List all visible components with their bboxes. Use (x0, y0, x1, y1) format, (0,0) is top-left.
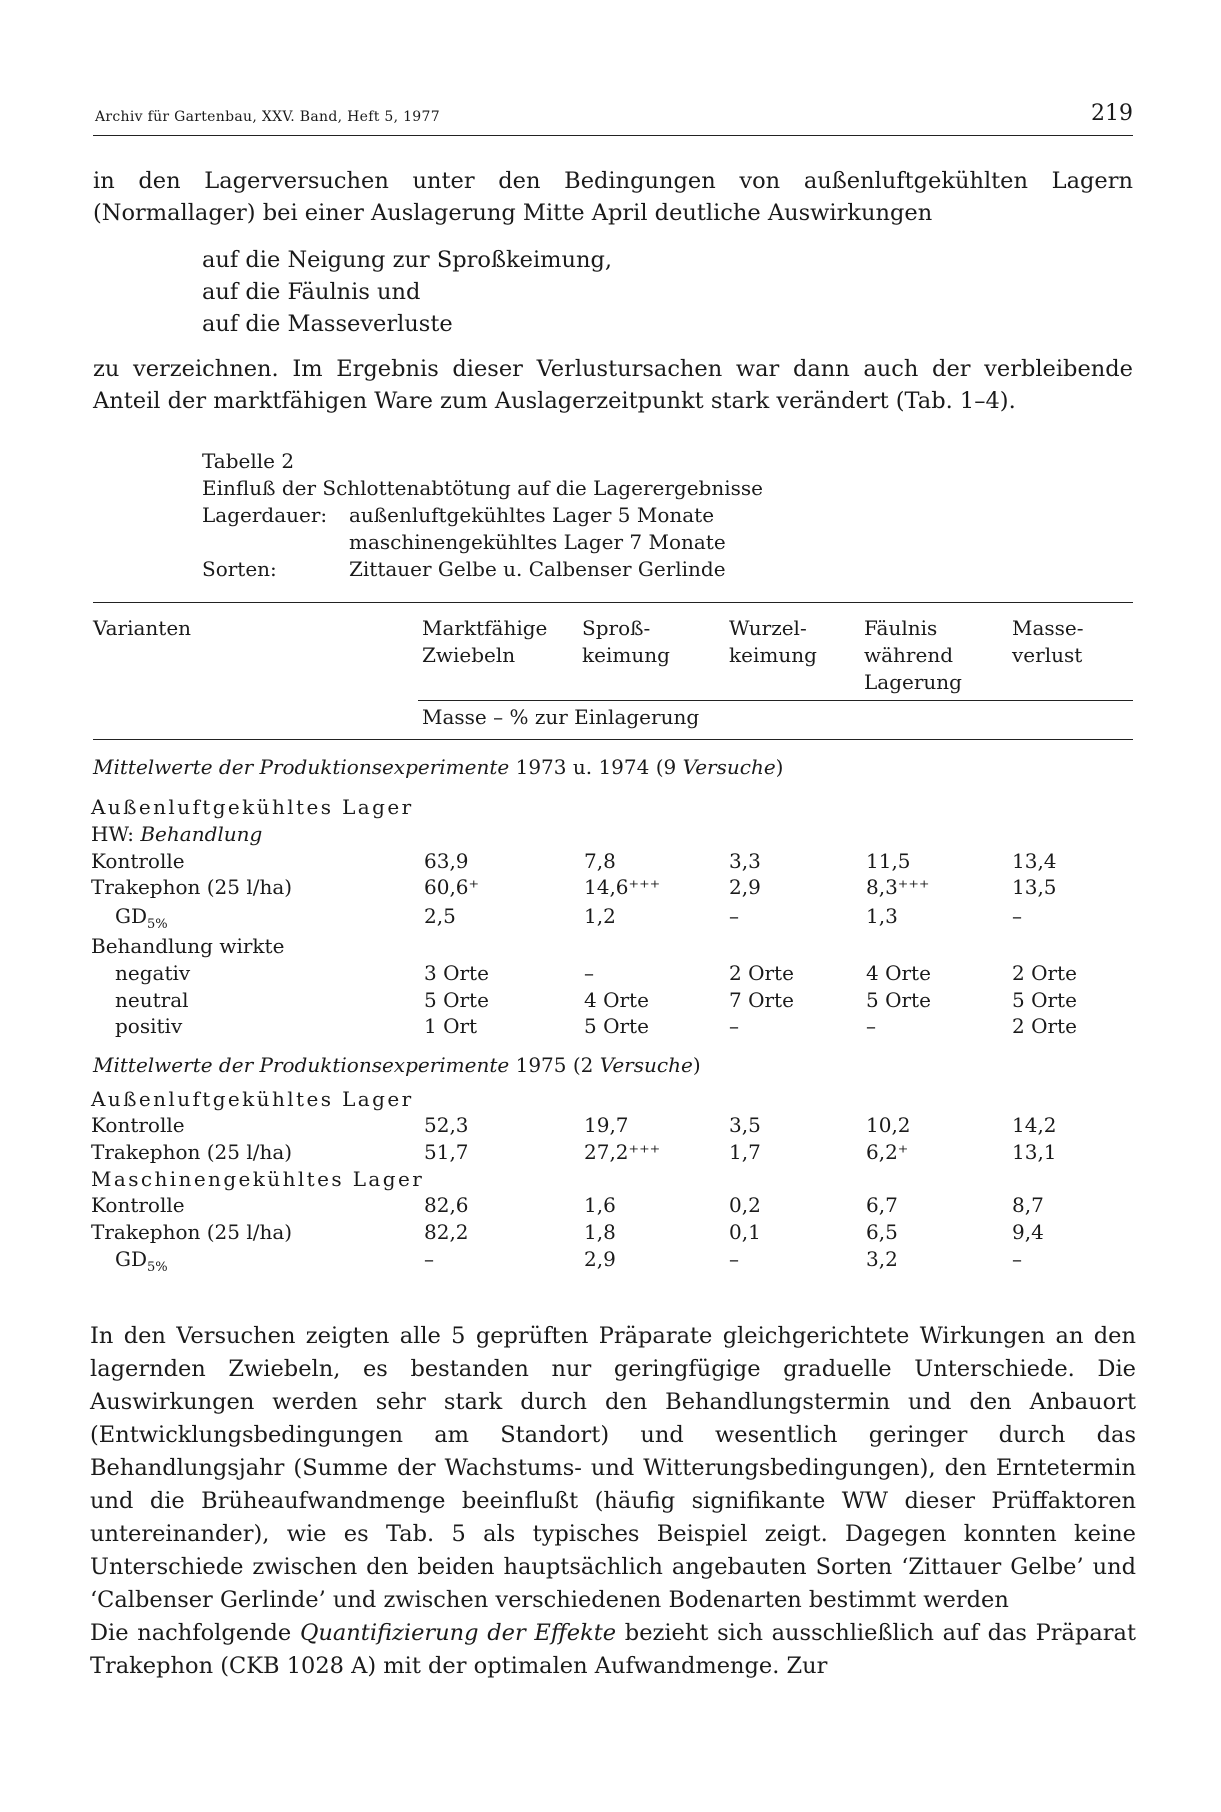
table-cell: 14,6⁺⁺⁺ (584, 875, 661, 899)
paragraph: In den Versuchen zeigten alle 5 geprüften Präparate gleichgerichtete Wirkungen an den lagernden Zwiebeln, es bestanden nur geringfügige graduelle Unterschiede. Die Auswirkungen werden sehr stark durch den Behandlungstermin und den Anbauort (Entwicklungsbedingungen am Standort) und wesentlich geringer durch das Behandlungsjahr (Summe der Wachstums- und Witterungsbedingungen), den Erntetermin und die Brüheaufwandmenge beeinflußt (häufig signifikante WW dieser Prüffaktoren untereinander), wie es Tab. 5 als typisches Beispiel zeigt. Dagegen konnten keine Unterschiede zwischen den beiden hauptsächlich angebauten Sorten ‘Zittauer Gelbe’ und ‘Calbenser Gerlinde’ und zwischen verschiedenen Bodenarten bestimmt werden (90, 1323, 1136, 1613)
emphasis: Quantifizierung der Effekte (299, 1620, 617, 1646)
table-cell: 1,7 (729, 1140, 761, 1164)
storage-label: Lagerdauer: (202, 503, 328, 527)
table-cell: 8,7 (1012, 1193, 1044, 1217)
table-cell: 5 Orte (424, 988, 489, 1012)
paragraph: Die nachfolgende Quantifizierung der Effekte bezieht sich ausschließlich auf das Präparat Trakephon (CKB 1028 A) mit der optimalen Aufwandmenge. Zur (90, 1620, 1136, 1679)
gd-label: $GD_{5\%}$ (115, 904, 168, 932)
table-cell: 2 Orte (1012, 1014, 1077, 1038)
storage-value-1: außenluftgekühltes Lager 5 Monate (349, 503, 715, 527)
table-cell: 4 Orte (866, 961, 931, 985)
table-cell: 3,3 (729, 849, 761, 873)
table-cell: 13,4 (1012, 849, 1057, 873)
column-header-rooting: Wurzel- keimung (729, 616, 817, 667)
table-cell: 2,5 (424, 904, 456, 928)
table-cell: 3,2 (866, 1247, 898, 1271)
row-label: Trakephon (25 l/ha) (91, 875, 293, 899)
table-number: Tabelle 2 (202, 449, 295, 473)
varieties-label: Sorten: (202, 557, 277, 581)
effect-heading: Behandlung wirkte (91, 934, 285, 958)
table-cell: 13,1 (1012, 1140, 1057, 1164)
table-cell: 2 Orte (729, 961, 794, 985)
table-cell: 5 Orte (866, 988, 931, 1012)
table-cell: 6,2⁺ (866, 1140, 909, 1164)
row-label: Kontrolle (91, 1193, 185, 1217)
table-cell: 0,2 (729, 1193, 761, 1217)
table-cell: 6,5 (866, 1220, 898, 1244)
column-header-rot: Fäulnis während Lagerung (864, 616, 962, 694)
section-title: Mittelwerte der Produktionsexperimente 1975 (2 Versuche) (93, 1053, 701, 1077)
table-cell: 5 Orte (1012, 988, 1077, 1012)
table-cell: 1,6 (584, 1193, 616, 1217)
table-title: Einfluß der Schlottenabtötung auf die Lagerergebnisse (202, 476, 763, 500)
table-cell: 19,7 (584, 1113, 629, 1137)
row-label: positiv (115, 1014, 183, 1038)
table-cell: 11,5 (866, 849, 911, 873)
intro-tail-text: zu verzeichnen. Im Ergebnis dieser Verlustursachen war dann auch der verbleibende Anteil der marktfähigen Ware zum Auslagerzeitpunkt stark verändert (Tab. 1–4). (93, 356, 1133, 414)
table-cell: 82,6 (424, 1193, 469, 1217)
row-label: Trakephon (25 l/ha) (91, 1220, 293, 1244)
table-cell: – (1012, 904, 1022, 928)
section-title: Mittelwerte der Produktionsexperimente 1973 u. 1974 (9 Versuche) (93, 755, 784, 779)
table-cell: 82,2 (424, 1220, 469, 1244)
row-label: negativ (115, 961, 191, 985)
table-cell: 7,8 (584, 849, 616, 873)
table-cell: 63,9 (424, 849, 469, 873)
gd-label: $GD_{5\%}$ (115, 1247, 168, 1275)
table-cell: 60,6⁺ (424, 875, 480, 899)
table-cell: 7 Orte (729, 988, 794, 1012)
table-cell: 1,2 (584, 904, 616, 928)
table-cell: 2,9 (729, 875, 761, 899)
storage-value-2: maschinengekühltes Lager 7 Monate (349, 530, 726, 554)
table-cell: 13,5 (1012, 875, 1057, 899)
table-cell: 14,2 (1012, 1113, 1057, 1137)
table-cell: – (729, 1014, 739, 1038)
table-cell: – (424, 1247, 434, 1271)
row-label: Trakephon (25 l/ha) (91, 1140, 293, 1164)
table-cell: – (729, 1247, 739, 1271)
table-cell: – (729, 904, 739, 928)
table-cell: – (866, 1014, 876, 1038)
table-cell: 1,8 (584, 1220, 616, 1244)
storage-heading: Maschinengekühltes Lager (91, 1167, 425, 1191)
table-cell: – (584, 961, 594, 985)
table-cell: 2 Orte (1012, 961, 1077, 985)
table-cell: 6,7 (866, 1193, 898, 1217)
table-cell: 3 Orte (424, 961, 489, 985)
storage-heading: Außenluftgekühltes Lager (91, 795, 414, 819)
unit-label: Masse – % zur Einlagerung (422, 705, 700, 729)
row-label: neutral (115, 988, 189, 1012)
table-cell: 52,3 (424, 1113, 469, 1137)
column-header-marketable: Marktfähige Zwiebeln (422, 616, 548, 667)
varieties-value: Zittauer Gelbe u. Calbenser Gerlinde (349, 557, 726, 581)
page-number: 219 (1091, 101, 1133, 126)
row-label: Kontrolle (91, 1113, 185, 1137)
table-cell: 1 Ort (424, 1014, 478, 1038)
row-label: Kontrolle (91, 849, 185, 873)
table-cell: 1,3 (866, 904, 898, 928)
journal-citation: Archiv für Gartenbau, XXV. Band, Heft 5, 1977 (95, 109, 440, 125)
table-cell: 10,2 (866, 1113, 911, 1137)
table-cell: 8,3⁺⁺⁺ (866, 875, 930, 899)
body-text (90, 1320, 1136, 1683)
table-cell: 27,2⁺⁺⁺ (584, 1140, 661, 1164)
storage-heading: Außenluftgekühltes Lager (91, 1087, 414, 1111)
table-cell: – (1012, 1247, 1022, 1271)
list-item: auf die Masseverluste (202, 311, 453, 337)
table-cell: 4 Orte (584, 988, 649, 1012)
table-cell: 3,5 (729, 1113, 761, 1137)
list-item: auf die Neigung zur Sproßkeimung, (202, 247, 613, 273)
hw-label: HW: Behandlung (91, 822, 263, 846)
column-header-mass-loss: Masse- verlust (1012, 616, 1084, 667)
table-cell: 9,4 (1012, 1220, 1044, 1244)
column-header-varianten: Varianten (93, 616, 192, 640)
table-cell: 51,7 (424, 1140, 469, 1164)
list-item: auf die Fäulnis und (202, 279, 421, 305)
table-cell: 0,1 (729, 1220, 761, 1244)
table-cell: 2,9 (584, 1247, 616, 1271)
column-header-sprouting: Sproß- keimung (582, 616, 670, 667)
table-cell: 5 Orte (584, 1014, 649, 1038)
intro-lead-text: in den Lagerversuchen unter den Bedingungen von außenluftgekühlten Lagern (Normallager) bei einer Auslagerung Mitte April deutliche Auswirkungen (93, 168, 1133, 226)
